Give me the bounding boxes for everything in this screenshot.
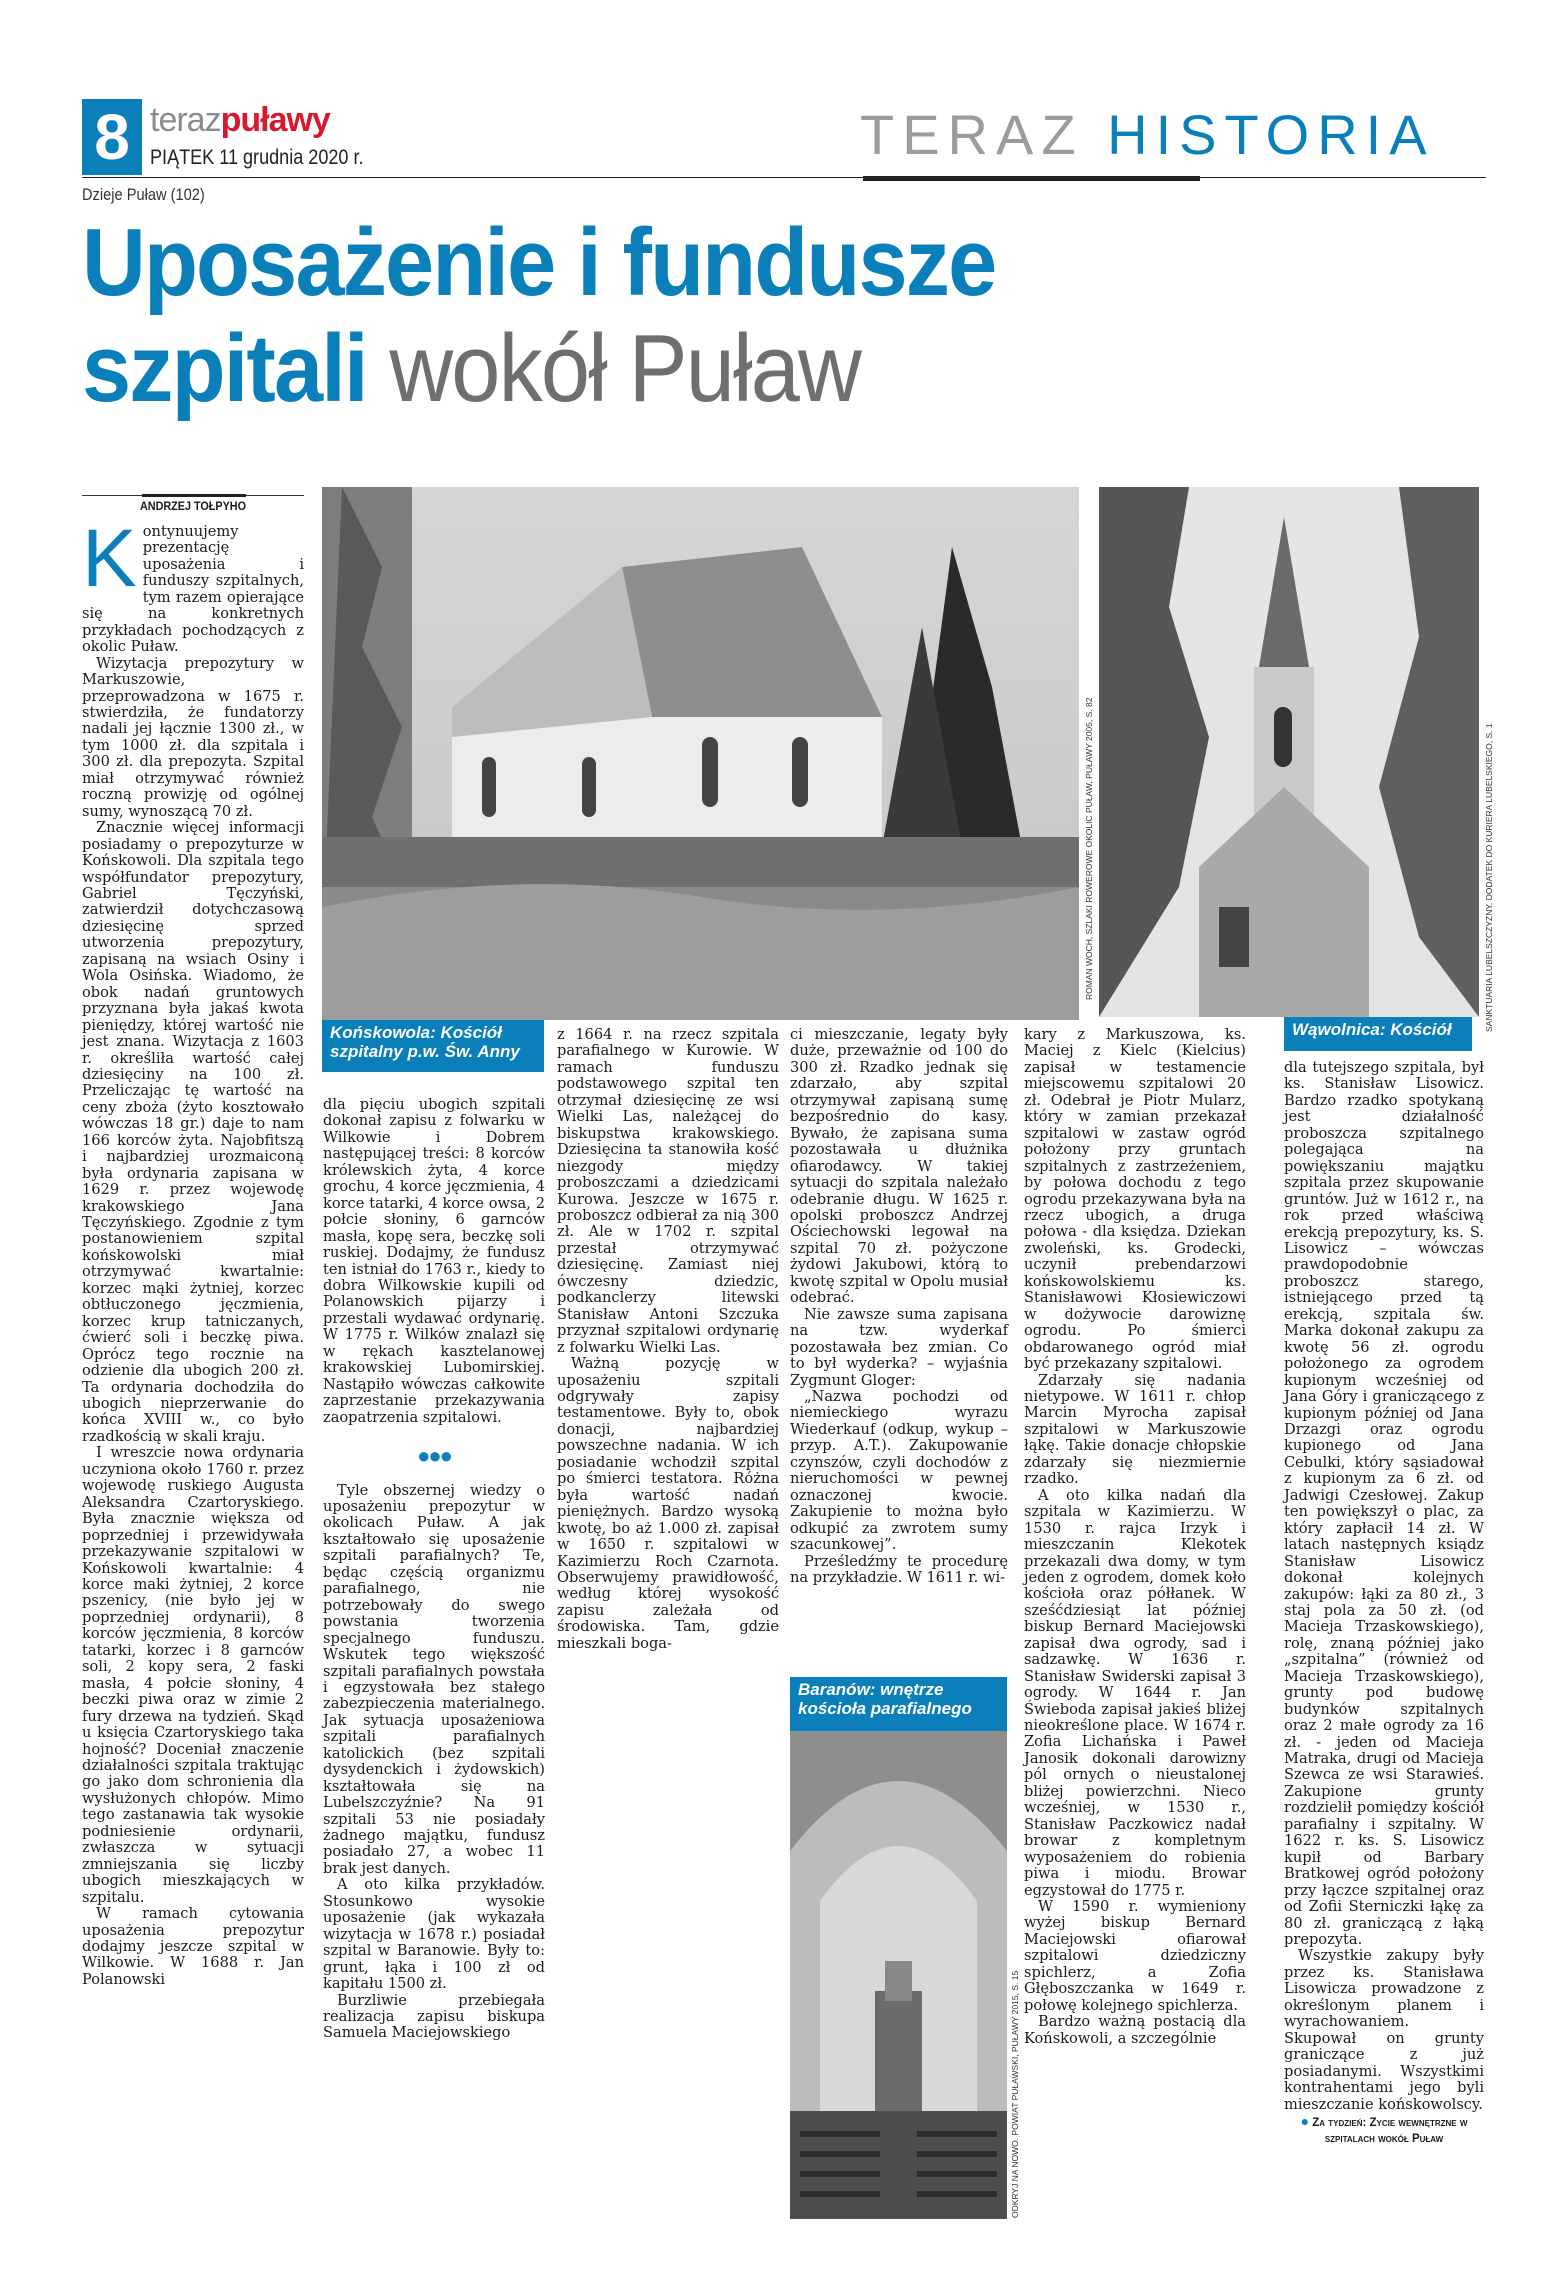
photo-credit-wawolnica: SANKTUARIA LUBELSZCZYZNY. DODATEK DO KURIERA LUBELSKIEGO, S. 1: [1484, 723, 1494, 1032]
section-bar: [863, 176, 1200, 181]
headline: [82, 210, 1416, 422]
brand-logo: [150, 100, 330, 140]
page-number: 8: [82, 99, 142, 175]
paragraph: Ważną pozycję w uposażeniu szpitali odgrywały zapisy testamentowe. Były to, obok donacji, najbardziej powszechne nadania. W ich posiadanie wchodził szpital po śmierci testatora. Różna była wartość nadań pieniężnych. Bardzo wysoką kwotę, bo aż 1.000 zł. zapisał w 1650 r. szpitalowi w Kazimierzu Roch Czarnota. Obserwujemy prawidłowość, według której wysokość zapisu zależała od środowiska. Tam, gdzie mieszkali boga-: [557, 1355, 779, 1652]
paragraph: I wreszcie nowa ordynaria uczyniona około 1760 r. przez wojewodę ruskiego Augusta Aleksandra Czartoryskiego. Była znacznie większa od poprzedniej i przewidywała przekazywanie szpitalowi w Końskowoli kwartalnie: 4 korce maki żytniej, 2 korce pszenicy, (nie było jej w poprzedniej ordynarii), 8 korców jęczmienia, 8 korców tatarki, korzec i 8 garnców soli, 2 kopy sera, 2 faski masła, 4 połcie słoniny, 4 beczki piwa oraz w zimie 2 fury drzewa na tydzień. Skąd u księcia Czartoryskiego taka hojność? Doceniał znaczenie działalności szpitala traktując go jako dom schronienia dla wysłużonych chłopów. Mimo tego zastanawia tak wysokie podniesienie ordynarii, zwłaszcza w sytuacji zmniejszania się liczby ubogich mieszkających w szpitalu.: [82, 1444, 304, 1906]
church-photo-illustration: [322, 487, 1079, 1020]
article-column-6: [1284, 1060, 1484, 2147]
caption-konskowola: Końskowola: Kościół szpitalny p.w. Św. Anny: [322, 1020, 544, 1072]
paragraph: Bardzo ważną postacią dla Końskowoli, a szczególnie: [1024, 2013, 1246, 2047]
article-column-5: [1024, 1027, 1246, 2047]
lead-paragraph: [82, 513, 304, 656]
byline: ANDRZEJ TOŁPYHO: [139, 499, 247, 513]
lead-text: ontynuujemy prezentację uposażenia i funduszy szpitalnych, tym razem opierające się na konkretnych przykładach pochodzących z okolic Puław.: [82, 523, 304, 656]
paragraph: dla pięciu ubogich szpitali dokonał zapisu z folwarku w Wilkowie i Dobrem następującej treści: 8 korców królewskich żyta, 4 korce grochu, 4 korce jęczmienia, 4 korce tatarki, 4 korce owsa, 2 połcie słoniny, 6 garnców masła, kopę sera, beczkę soli ruskiej. Dodajmy, że fundusz ten istniał do 1763 r., kiedy to dobra Wilkowskie kupili od Polanowskich pijarzy i przestali wydawać ordynarię. W 1775 r. Wilków znalazł się w rękach kasztelanowej krakowskiej Lubomirskiej. Nastąpiło wówczas całkowite zaprzestanie przekazywania zaopatrzenia szpitalowi.: [323, 1096, 545, 1426]
brand-part-2: puławy: [220, 101, 330, 139]
church-interior-illustration: [790, 1731, 1007, 2219]
paragraph: ci mieszczanie, legaty były duże, przeważnie od 100 do 300 zł. Rzadko jednak się zdarzało, aby szpital otrzymywał zapisaną sumę bezpośrednio do kasy. Bywało, że zapisana suma pozostawała u dłużnika ofiarodawcy. W takiej sytuacji do szpitala należało odebranie długu. W 1625 r. opolski proboszcz Andrzej Ościechowski legował na szpital 70 zł. pożyczone żydowi Jakubowi, którą to kwotę szpital w Opolu musiał odebrać.: [790, 1026, 1008, 1307]
paragraph: Zdarzały się nadania nietypowe. W 1611 r. chłop Marcin Myrocha zapisał szpitalowi w Markuszowie łąkę. Takie donacje chłopskie zdarzały się niezmiernie rzadko.: [1024, 1371, 1246, 1488]
church-tower-illustration: [1099, 487, 1479, 1017]
brand-part-1: teraz: [150, 101, 221, 139]
teaser-text: Za tydzień: Zycie wewnętrzne w szpitalach wokół Puław: [1312, 2117, 1468, 2145]
headline-light: wokół Puław: [366, 315, 861, 422]
byline-bar: [142, 494, 246, 497]
paragraph: Znacznie więcej informacji posiadamy o prepozyturze w Końskowoli. Dla szpitala tego współfundator prepozytury, Gabriel Tęczyński, zatwierdził dotychczasową dziesięcinę sprzed utworzenia prepozytury, zapisaną na wsiach Osiny i Wola Osińska. Wiadomo, że obok nadań gruntowych przyznana była jakaś kwota pieniędzy, której wartość nie jest znana. Wizytacja z 1603 r. określiła wartość całej dziesięciny na 100 zł. Przeliczając tę wartość na ceny zboża (żyto kosztowało wówczas 18 gr.) daje to nam 166 korców żyta. Najobfitszą i najbardziej urozmaiconą była ordynaria zapisana w 1629 r. przez wojewodę krakowskiego Jana Tęczyńskiego. Zgodnie z tym postanowieniem szpital końskowolski miał otrzymywać kwartalnie: korzec mąki żytniej, korzec obtłuczonego jęczmienia, korzec krup tatniczanych, ćwierć soli i beczkę piwa. Oprócz tego rocznie na odzienie dla ubogich 200 zł. Ta ordynaria dochodziła do ubogich nieprzerwanie do końca XVIII w., co było rzadkością w skali kraju.: [82, 819, 304, 1445]
paragraph: A oto kilka przykładów. Stosunkowo wysokie uposażenie (jak wykazała wizytacja w 1678 r.) posiadał szpital w Baranowie. Były to: grunt, łąka i 100 zł od kapitału 1500 zł.: [323, 1876, 545, 1993]
article-column-4: [790, 1027, 1008, 1586]
issue-date: PIĄTEK 11 grudnia 2020 r.: [150, 146, 364, 169]
paragraph: Tyle obszernej wiedzy o uposażeniu prepozytur w okolicach Puław. A jak kształtowało się uposażenie szpitali parafialnych? Te, będąc częścią organizmu parafialnego, nie potrzebowały do swego powstania tworzenia specjalnego funduszu. Wskutek tego większość szpitali parafialnych powstała i egzystowała bez stałego zabezpieczenia materialnego. Jak sytuacja uposażeniowa szpitali parafialnych katolickich (bez szpitali dysydenckich i żydowskich) kształtowała się na Lubelszczyźnie? Na 91 szpitali 53 nie posiadały żadnego majątku, fundusz posiadało 27, a wobec 11 brak jest danych.: [323, 1481, 545, 1877]
paragraph: W ramach cytowania uposażenia prepozytur dodajmy jeszcze szpital w Wilkowie. W 1688 r. Jan Polanowski: [82, 1905, 304, 1988]
article-column-3: [557, 1027, 779, 1652]
series-label: Dzieje Puław (102): [82, 185, 205, 204]
paragraph: z 1664 r. na rzecz szpitala parafialnego w Kurowie. W ramach funduszu podstawowego szpital ten otrzymał dziesięcinę ze wsi Wielki Las, należącej do biskupstwa krakowskiego. Dziesięcina ta stanowiła kość niezgody między proboszczami a dziedzicami Kurowa. Jeszcze w 1675 r. proboszcz odbierał za nią 300 zł. Ale w 1702 r. szpital przestał otrzymywać dziesięcinę. Zamiast niej ówczesny dziedzic, podkanclerzy litewski Stanisław Antoni Szczuka przyznał szpitalowi ordynarię z folwarku Wielki Las.: [557, 1026, 779, 1356]
headline-bold-2: szpitali: [82, 315, 367, 422]
paragraph: Burzliwie przebiegała realizacja zapisu biskupa Samuela Maciejowskiego: [323, 1991, 545, 2042]
photo-credit-konskowola: ROMAN WOCH, SZLAKI ROWEROWE OKOLIC PUŁAW, PUŁAWY 2005, S. 82: [1084, 697, 1094, 1000]
photo-credit-baranow: ODKRYJ NA NOWO. POWIAT PUŁAWSKI, PUŁAWY 2015, S. 15: [1010, 1970, 1020, 2218]
caption-baranow: Baranów: wnętrze kościoła parafialnego: [790, 1677, 1007, 1731]
paragraph: A oto kilka nadań dla szpitala w Kazimierzu. W 1530 r. rajca Irzyk i mieszczanin Klekotek przekazali dwa domy, w tym jeden z ogrodem, domek koło kościoła oraz półłanek. W sześćdziesiąt lat później biskup Bernard Maciejowski zapisał dwa ogrody, sad i sadzawkę. W 1636 r. Stanisław Swiderski zapisał 3 ogrody. W 1644 r. Jan Świeboda zapisał jakieś bliżej nieokreślone place. W 1674 r. Zofia Lichańska i Paweł Janosik dokonali darowizny pól ornych o nieustalonej bliżej powierzchni. Nieco wcześniej, w 1530 r., Stanisław Paczkowicz nadał browar z kompletnym wyposażeniem do robienia piwa i miodu. Browar egzystował do 1775 r.: [1024, 1486, 1246, 1899]
quote-paragraph: „Nazwa pochodzi od niemieckiego wyrazu Wiederkauf (odkup, wykup – przyp. A.T.). Zakupowanie czynszów, czyli dochodów z nieruchomości w pewnej oznaczonej kwocie. Zakupienie to można było odkupić za zwrotem sumy szacunkowej”.: [790, 1387, 1008, 1554]
photo-konskowola-church: [322, 487, 1079, 1020]
paragraph: Nie zawsze suma zapisana na tzw. wyderkaf pozostawała bez zmian. Co to był wyderka? – wyjaśnia Zygmunt Gloger:: [790, 1305, 1008, 1389]
section-title-part-1: TERAZ: [860, 103, 1084, 166]
paragraph: dla tutejszego szpitala, był ks. Stanisław Lisowicz. Bardzo rzadko spotykaną jest działalność proboszcza szpitalnego polegająca na powiększaniu majątku szpitala przez skupowanie gruntów. Już w 1612 r., na rok przed właściwą erekcją prepozytury, ks. S. Lisowicz – wówczas prawdopodobnie proboszcz starego, istniejącego przed tą erekcją, szpitala św. Marka dokonał zakupu za kwotę 56 zł. ogrodu położonego za ogrodem kupionym wcześniej od Jana Góry i graniczącego z kupionym później od Jana Drzazgi oraz ogrodu kupionego od Jana Cebulki, który sąsiadował z kupionym za 6 zł. od Jadwigi Czesłowej. Zakup ten powiększył o plac, za który zapłacił 14 zł. W latach następnych ksiądz Stanisław Lisowicz dokonał kolejnych zakupów: łąki za 80 zł., 3 staj pola za 50 zł. (od Macieja Trzaskowskiego), rolę, znaną później jako „szpitalna” (również od Macieja Trzaskowskiego), grunty pod budowę budynków szpitalnych oraz 2 małe ogrody za 16 zł. - jeden od Macieja Matraka, drugi od Macieja Szewca ze wsi Starawieś. Zakupione grunty rozdzielił pomiędzy kościół parafialny i szpitalny. W 1622 r. ks. S. Lisowicz kupił od Barbary Bratkowej ogród położony przy łączce szpitalnej oraz od Zofii Sterniczki łąkę za 80 zł. graniczącą z łąką prepozyta.: [1284, 1059, 1484, 1949]
article-column-2: [323, 1097, 545, 2042]
next-week-teaser: [1284, 2113, 1484, 2147]
drop-cap: K: [82, 513, 137, 604]
section-title: [860, 100, 1435, 170]
paragraph: W 1590 r. wymieniony wyżej biskup Bernard Maciejowski ofiarował szpitalowi dziedziczny spichlerz, a Zofia Głęboszczanka w 1649 r. połowę kolejnego spichlerza.: [1024, 1898, 1246, 2014]
section-title-part-2: HISTORIA: [1107, 103, 1435, 166]
paragraph: Prześledźmy te procedurę na przykładzie. W 1611 r. wi-: [790, 1552, 1008, 1586]
paragraph: kary z Markuszowa, ks. Maciej z Kielc (Kielcius) zapisał w testamencie miejscowemu szpitalowi 20 zł. Odebrał je Piotr Mularz, który w zamian przekazał szpitalowi w zastaw ogród położony przy gruntach szpitalnych z zastrzeżeniem, by połowa dochodu z tego ogrodu przekazywana była na rzecz ubogich, a druga połowa - dla księdza. Dziekan zwoleński, ks. Grodecki, uczynił prebendarzowi końskowolskiemu ks. Stanisławowi Kłosiewiczowi w dożywocie darowiznę ogrodu. Po śmierci obdarowanego ogród miał być przekazany szpitalowi.: [1024, 1026, 1246, 1373]
article-column-1: [82, 513, 304, 1988]
bullet-icon: ●: [1300, 2113, 1310, 2129]
paragraph: Wszystkie zakupy były przez ks. Stanisława Lisowicza prowadzone z określonym planem i wyrachowaniem. Skupował on grunty graniczące z już posiadanymi. Wszystkimi kontrahentami jego byli mieszczanie końskowolscy.: [1284, 1947, 1484, 2113]
caption-wawolnica: Wąwolnica: Kościół: [1284, 1017, 1472, 1051]
header-rule: [82, 177, 1486, 178]
photo-wawolnica-church: [1099, 487, 1479, 1017]
section-separator: ●●●: [417, 1443, 451, 1469]
photo-baranow-interior: [790, 1731, 1007, 2219]
headline-line-1: Uposażenie i fundusze: [82, 209, 996, 316]
paragraph: Wizytacja prepozytury w Markuszowie, przeprowadzona w 1675 r. stwierdziła, że fundatorzy nadali jej łącznie 1300 zł., w tym 1000 zł. dla szpitala i 300 zł. dla prepozyta. Szpital miał otrzymywać również roczną prowizję od ogólnej sumy, wynoszącą 70 zł.: [82, 654, 304, 820]
